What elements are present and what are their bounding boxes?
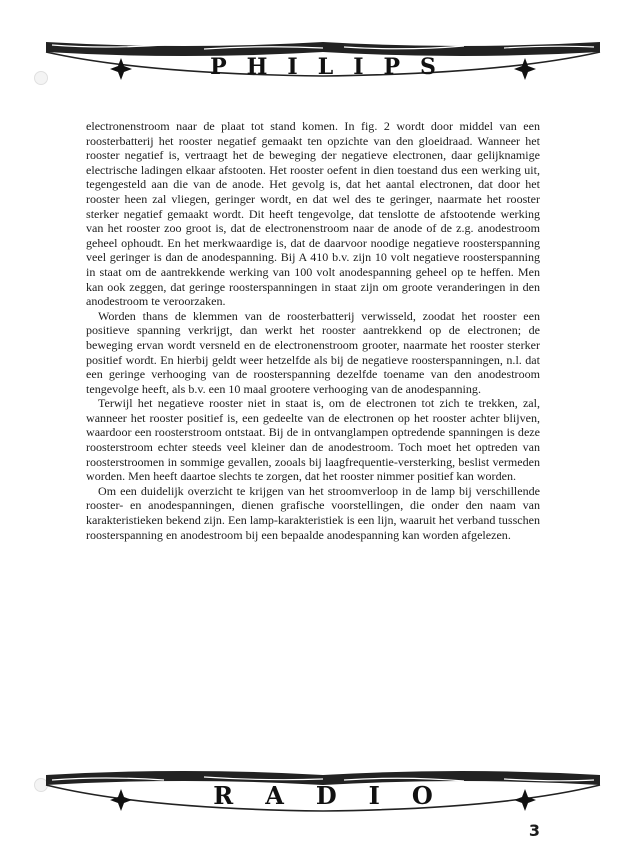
footer-letter: R	[213, 781, 234, 810]
header-letter: I	[287, 54, 298, 80]
footer-letter: A	[265, 781, 284, 810]
header-letter: P	[210, 54, 227, 80]
footer-letter: O	[411, 781, 433, 810]
header-letter: P	[383, 54, 401, 80]
paragraph-4: Om een duidelijk overzicht te krijgen van het stroomverloop in de lamp bij verschillende rooster- en anodespanningen, dienen grafische voorstellingen, die onder den naam van karakteristieken bekend zijn. Een lamp-karakteristiek is een lijn, waaruit het verband tusschen roosterspanning en anodestroom bij een bepaalde anodespanning kan worden afgelezen.	[86, 483, 540, 542]
header-word-philips	[44, 54, 602, 80]
header-letter: S	[420, 54, 436, 80]
footer-band	[44, 765, 602, 815]
header-band	[44, 36, 602, 86]
footer-word-radio	[44, 781, 602, 810]
body-text	[86, 119, 540, 542]
header-letter: L	[317, 54, 334, 80]
header-letter: I	[353, 54, 364, 80]
footer-letter: D	[315, 781, 337, 810]
footer-letter: I	[368, 781, 380, 810]
page-number: 3	[528, 821, 540, 840]
paragraph-2: Worden thans de klemmen van de roosterbatterij verwisseld, zoodat het rooster een positieve spanning verkrijgt, dan werkt het rooster aantrekkend op de electronen; de beweging ervan wordt versneld en de electronenstroom grooter, naarmate het rooster sterker positief wordt. En hierbij geldt weer hetzelfde als bij de negatieve roosterspanningen, n.l. dat een geringe verhooging van de roosterspanning dezelfde toename van den anodestroom tengevolge heeft, als b.v. een 10 maal grootere verhooging van de anodespanning.	[86, 308, 540, 396]
paragraph-1: electronenstroom naar de plaat tot stand komen. In fig. 2 wordt door middel van een roosterbatterij het rooster negatief gemaakt ten opzichte van den gloeidraad. Wanneer het rooster negatief is, vertraagt het de beweging der negatieve electronen, daar gelijknamige electrische ladingen elkaar afstooten. Het rooster oefent in dien toestand dus een werking uit, tegengesteld aan die van de anode. Het gevolg is, dat het aantal electronen, dat door het rooster heen zal vliegen, geringer wordt, en dat wel des te geringer, naarmate het rooster sterker negatief gemaakt wordt. Dit heeft tengevolge, dat tenslotte de afstootende werking van het rooster zoo groot is, dat de electronenstroom naar de anode of de z.g. anodestroom geheel ophoudt. En het merkwaardige is, dat de daarvoor noodige negatieve roosterspanning veel geringer is dan de anodespanning. Bij A 410 b.v. zijn 10 volt negatieve roosterspanning in staat om de aantrekkende werking van 100 volt anodespanning geheel op te heffen. Men kan ook zeggen, dat geringe roosterspanningen in staat zijn om groote veranderingen in den anodestroom te veroorzaken.	[86, 119, 540, 309]
paragraph-3: Terwijl het negatieve rooster niet in staat is, om de electronen tot zich te trekken, zal, wanneer het rooster positief is, een gedeelte van de electronen op het rooster achter blijven, waardoor een roosterstroom ontstaat. Bij de in ontvanglampen optredende spanningen is deze roosterstroom echter steeds veel kleiner dan de anodestroom. Toch moet het optreden van roosterstroomen in sommige gevallen, zooals bij laagfrequentie-versterking, beslist vermeden worden. Men heeft daartoe slechts te zorgen, dat het rooster nimmer positief kan worden.	[86, 396, 540, 484]
header-letter: H	[246, 54, 268, 80]
